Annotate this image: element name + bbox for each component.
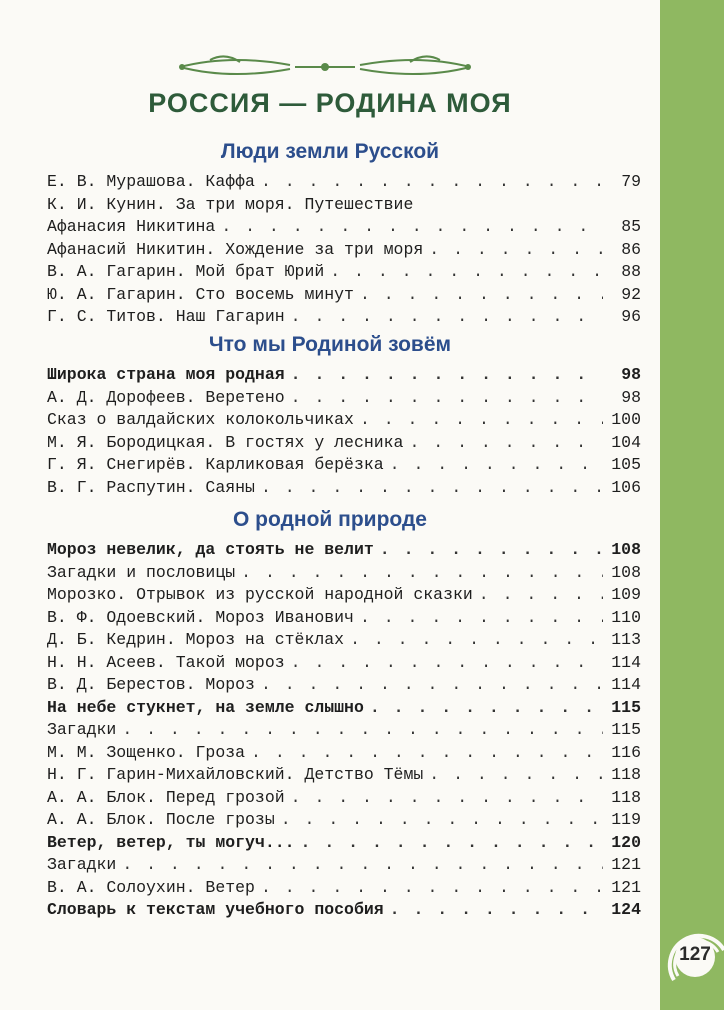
toc-entry-title: Афанасий Никитин. Хождение за три моря [47, 239, 424, 259]
toc-entry-title: Н. Н. Асеев. Такой мороз [47, 652, 285, 672]
toc-entry[interactable] [47, 409, 641, 431]
dot-leader [380, 539, 603, 561]
toc-entry[interactable] [47, 171, 641, 193]
toc-entry-page: 104 [611, 432, 641, 452]
toc-entry-title: В. Ф. Одоевский. Мороз Иванович [47, 607, 354, 627]
toc-entry[interactable] [47, 216, 641, 238]
toc-entry-title: Н. Г. Гарин-Михайловский. Детство Тёмы [47, 765, 424, 784]
toc-entry-page: 96 [621, 307, 641, 326]
toc-entry[interactable] [47, 306, 641, 328]
page-number: 127 [679, 944, 711, 965]
section-title: О родной природе [233, 508, 427, 531]
toc-entry-page: 120 [611, 832, 641, 852]
toc-entry-title: Морозко. Отрывок из русской народной сказки [47, 585, 473, 604]
section-title: Люди земли Русской [220, 140, 440, 163]
toc-entry-page: 114 [611, 675, 641, 694]
toc-entry-title: М. М. Зощенко. Гроза [47, 742, 246, 762]
dot-leader [291, 364, 603, 386]
toc-entry-title: Загадки и пословицы [47, 562, 236, 582]
toc-entry-title: Г. Я. Снегирёв. Карликовая берёзка [47, 455, 384, 474]
toc-entry-page: 114 [611, 652, 641, 672]
toc-entry-page: 79 [621, 172, 641, 191]
dot-leader [429, 239, 603, 261]
toc-entry-page: 116 [611, 742, 641, 762]
toc-entry-page: 108 [611, 540, 641, 559]
toc-entry-title: Д. Б. Кедрин. Мороз на стёклах [47, 630, 345, 649]
dot-leader [122, 854, 603, 876]
toc-entry[interactable] [47, 477, 641, 499]
toc-entry-title: Сказ о валдайских колокольчиках [47, 410, 354, 429]
toc-entry-page: 100 [611, 410, 641, 429]
toc-entry-title: А. А. Блок. Перед грозой [47, 787, 285, 807]
dot-leader [390, 899, 603, 921]
toc-entry-title: В. А. Гагарин. Мой брат Юрий [47, 262, 325, 281]
toc-entry[interactable] [47, 387, 641, 409]
toc-entry-title: В. Г. Распутин. Саяны [47, 477, 255, 497]
toc-entry-page: 109 [611, 585, 641, 604]
toc-entry[interactable] [47, 284, 641, 306]
toc-entry-title: Загадки [47, 720, 117, 739]
toc-entry[interactable] [47, 809, 641, 831]
toc-entry[interactable] [47, 454, 641, 476]
toc-entry-page: 113 [611, 630, 641, 649]
dot-leader [241, 562, 603, 584]
toc-entry[interactable] [47, 787, 641, 809]
toc-entry-title: К. И. Кунин. За три моря. Путешествие [47, 194, 414, 214]
toc-entry[interactable] [47, 261, 641, 283]
toc-subsection[interactable] [47, 832, 641, 854]
toc-entry-page: 119 [611, 810, 641, 829]
dot-leader [350, 629, 603, 651]
chapter-title: РОССИЯ — РОДИНА МОЯ [148, 88, 512, 118]
dot-leader [261, 877, 603, 899]
toc-entry-page: 121 [611, 855, 641, 874]
dot-leader [221, 216, 603, 238]
toc-entry-page: 110 [611, 607, 641, 627]
toc-entry-page: 118 [611, 765, 641, 784]
toc-entry[interactable] [47, 629, 641, 651]
toc-entry-title: В. Д. Берестов. Мороз [47, 675, 255, 694]
dot-leader [291, 387, 603, 409]
toc-entry-page: 118 [611, 787, 641, 807]
dot-leader [390, 454, 603, 476]
toc-entry-title: На небе стукнет, на земле слышно [47, 697, 364, 717]
dot-leader [360, 284, 603, 306]
dot-leader [360, 409, 603, 431]
toc-entry-page: 115 [611, 697, 641, 717]
dot-leader [291, 787, 603, 809]
toc-entry-page: 105 [611, 455, 641, 474]
toc-entry[interactable] [47, 674, 641, 696]
toc-entry[interactable] [47, 652, 641, 674]
dot-leader [281, 809, 603, 831]
toc-entry-page: 98 [621, 387, 641, 407]
toc-entry-page: 86 [621, 239, 641, 259]
toc-entry-title: В. А. Солоухин. Ветер [47, 877, 255, 897]
toc-entry-title: Ю. А. Гагарин. Сто восемь минут [47, 284, 354, 304]
green-side-strip [660, 0, 724, 1010]
dot-leader [261, 477, 603, 499]
dot-leader [301, 832, 603, 854]
toc-entry-title: А. А. Блок. После грозы [47, 810, 275, 829]
section-title: Что мы Родиной зовём [208, 333, 452, 356]
dot-leader [360, 607, 603, 629]
leaf-ornament-icon [170, 50, 480, 84]
toc-subsection[interactable] [47, 364, 641, 386]
toc-entry-page: 108 [611, 562, 641, 582]
toc-entry[interactable] [47, 854, 641, 876]
toc-subsection[interactable] [47, 899, 641, 921]
dot-leader [479, 584, 603, 606]
toc-entry-title: М. Я. Бородицкая. В гостях у лесника [47, 432, 404, 452]
toc-entry-title: Ветер, ветер, ты могуч... [47, 832, 295, 852]
dot-leader [261, 171, 603, 193]
dot-leader [261, 674, 603, 696]
toc-entry-page: 98 [621, 365, 641, 384]
toc-entry-title: Е. В. Мурашова. Каффа [47, 172, 255, 191]
toc-entry[interactable] [47, 194, 641, 216]
dot-leader [122, 719, 603, 741]
toc-entry-page: 124 [611, 900, 641, 919]
toc-entry[interactable] [47, 742, 641, 764]
toc-entry-title: А. Д. Дорофеев. Веретено [47, 387, 285, 407]
toc-subsection[interactable] [47, 697, 641, 719]
dot-leader [429, 764, 603, 786]
toc-entry-title: Г. С. Титов. Наш Гагарин [47, 307, 285, 326]
toc-entry[interactable] [47, 607, 641, 629]
toc-entry-title: Мороз невелик, да стоять не велит [47, 540, 374, 559]
toc-entry-page: 121 [611, 877, 641, 897]
dot-leader [409, 432, 603, 454]
dot-leader [291, 306, 603, 328]
toc-entry[interactable] [47, 764, 641, 786]
toc-entry[interactable] [47, 239, 641, 261]
toc-entry-page: 88 [621, 262, 641, 281]
toc-entry-title: Загадки [47, 855, 117, 874]
dot-leader [291, 652, 603, 674]
toc-entry-title: Широка страна моя родная [47, 365, 285, 384]
toc-entry-page: 92 [621, 284, 641, 304]
toc-subsection[interactable] [47, 539, 641, 561]
toc-entry[interactable] [47, 719, 641, 741]
toc-entry-title: Словарь к текстам учебного пособия [47, 900, 384, 919]
toc-entry-page: 106 [611, 477, 641, 497]
toc-entry-title: Афанасия Никитина [47, 217, 216, 236]
toc-entry[interactable] [47, 584, 641, 606]
toc-entry-page: 115 [611, 720, 641, 739]
dot-leader [330, 261, 603, 283]
dot-leader [370, 697, 603, 719]
toc-entry-page: 85 [621, 217, 641, 236]
toc-entry[interactable] [47, 877, 641, 899]
dot-leader [251, 742, 603, 764]
toc-entry[interactable] [47, 432, 641, 454]
toc-entry[interactable] [47, 562, 641, 584]
